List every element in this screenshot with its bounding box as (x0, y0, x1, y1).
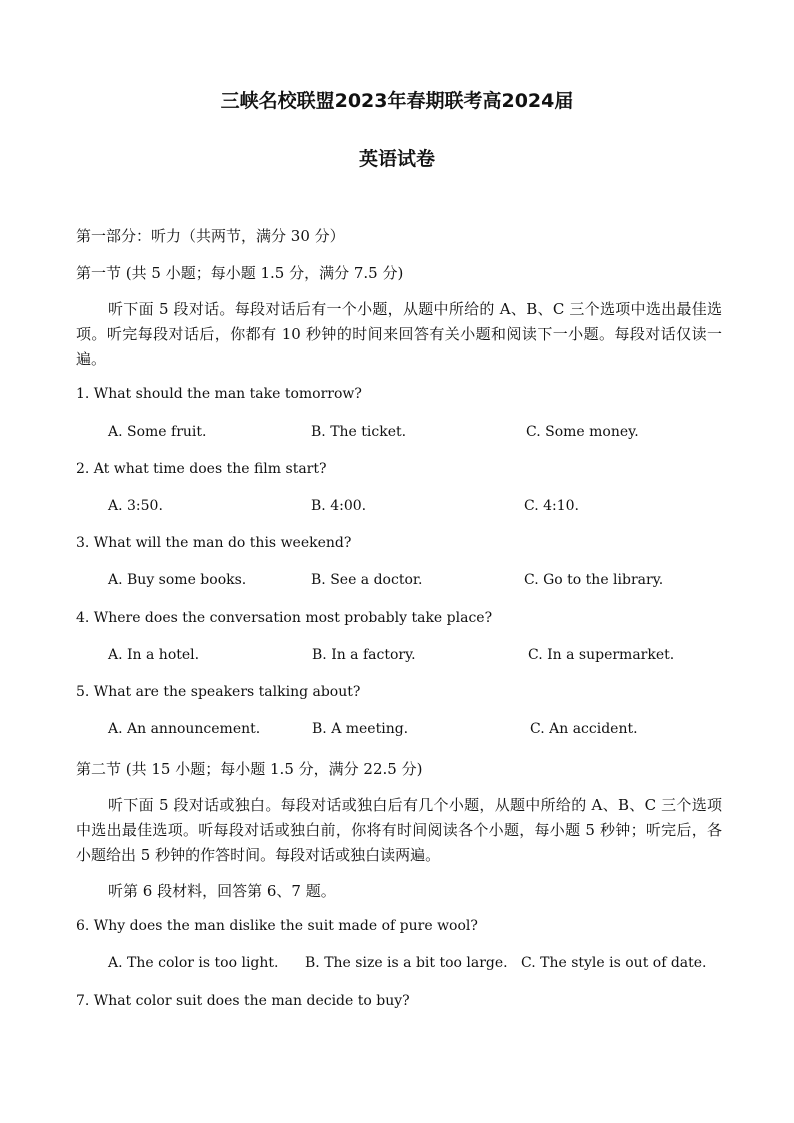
question-3: 3. What will the man do this weekend? (76, 535, 352, 551)
question-2-option-b: B. 4:00. (311, 498, 367, 514)
question-4-option-a: A. In a hotel. (108, 647, 200, 663)
question-5: 5. What are the speakers talking about? (76, 684, 361, 700)
material-note: 听第 6 段材料，回答第 6、7 题。 (108, 882, 336, 900)
question-5-option-c: C. An accident. (530, 721, 638, 737)
question-1-option-a: A. Some fruit. (108, 424, 207, 440)
question-2-option-a: A. 3:50. (108, 498, 163, 514)
question-3-option-b: B. See a doctor. (311, 572, 423, 588)
question-3-option-c: C. Go to the library. (524, 572, 664, 588)
section2-heading: 第二节 (共 15 小题；每小题 1.5 分，满分 22.5 分) (76, 760, 423, 778)
question-4: 4. Where does the conversation most probably take place? (76, 610, 493, 626)
exam-subtitle: 英语试卷 (358, 148, 435, 170)
question-1-option-c: C. Some money. (526, 424, 639, 440)
section1-instructions: 听下面 5 段对话。每段对话后有一个小题，从题中所给的 A、B、C 三个选项中选出最佳选项。听完每段对话后，你都有 10 秒钟的时间来回答有关小题和阅读下一小题。每段对话仅读一遍。 (76, 300, 722, 368)
part1-heading: 第一部分：听力（共两节，满分 30 分） (76, 227, 345, 245)
question-1: 1. What should the man take tomorrow? (76, 386, 362, 402)
question-7: 7. What color suit does the man decide to buy? (76, 993, 410, 1009)
question-4-option-b: B. In a factory. (312, 647, 416, 663)
question-2: 2. At what time does the film start? (76, 461, 327, 477)
question-6-option-b: B. The size is a bit too large. (305, 955, 508, 971)
exam-title: 三峡名校联盟2023年春期联考高2024届 (220, 90, 574, 112)
question-2-option-c: C. 4:10. (524, 498, 580, 514)
section2-instructions: 听下面 5 段对话或独白。每段对话或独白后有几个小题，从题中所给的 A、B、C 三个选项中选出最佳选项。听每段对话或独白前，你将有时间阅读各个小题，每小题 5 秒钟；听完后，各小题给出 5 秒钟的作答时间。每段对话或独白读两遍。 (76, 796, 722, 864)
section1-heading: 第一节 (共 5 小题；每小题 1.5 分，满分 7.5 分) (76, 264, 404, 282)
question-6: 6. Why does the man dislike the suit made of pure wool? (76, 918, 478, 934)
question-1-option-b: B. The ticket. (311, 424, 407, 440)
question-5-option-b: B. A meeting. (312, 721, 409, 737)
question-3-option-a: A. Buy some books. (108, 572, 247, 588)
question-5-option-a: A. An announcement. (108, 721, 261, 737)
question-6-option-c: C. The style is out of date. (521, 955, 707, 971)
question-6-option-a: A. The color is too light. (108, 955, 279, 971)
question-4-option-c: C. In a supermarket. (528, 647, 675, 663)
